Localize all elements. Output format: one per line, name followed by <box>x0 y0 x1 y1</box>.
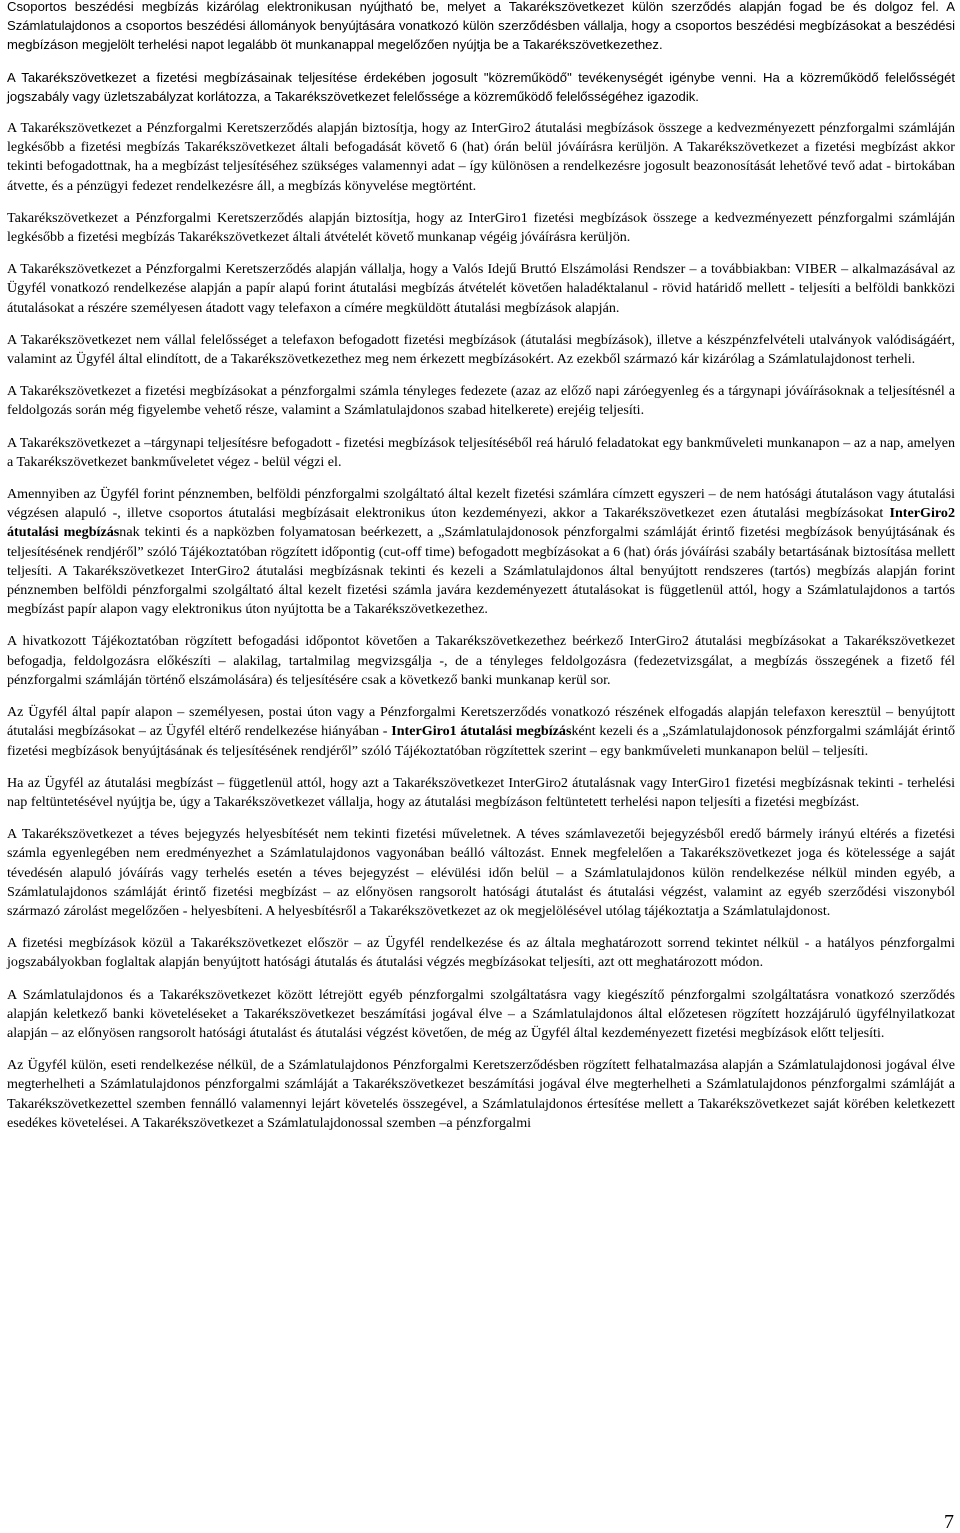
paragraph-p11 <box>7 703 955 761</box>
paragraph-p10 <box>7 632 955 690</box>
text-run: A fizetési megbízások közül a Takarékszövetkezet először – az Ügyfél rendelkezése és az általa meghatározott sorrend tekintet nélkül - a hatályos pénzforgalmi jogszabályokban foglaltak alapján benyújtott hatósági átutalás és átutalási végzés megbízásokat teljesíti, azt ott meghatározott módon. <box>7 935 955 971</box>
paragraph-p4 <box>7 209 955 247</box>
page-number: 7 <box>944 1511 954 1533</box>
document-page <box>7 0 955 1146</box>
paragraph-p5 <box>7 260 955 318</box>
paragraph-p14 <box>7 934 955 972</box>
paragraph-p6 <box>7 331 955 369</box>
text-run: A Takarékszövetkezet a –tárgynapi teljesítésre befogadott - fizetési megbízások teljesítéséből reá háruló feladatokat egy bankműveleti munkanapon – az a nap, amelyen a Takarékszövetkezet bankműveletet végez - belül végzi el. <box>7 434 955 470</box>
text-run: A Takarékszövetkezet a Pénzforgalmi Keretszerződés alapján vállalja, hogy a Valós Idejű Bruttó Elszámolási Rendszer – a továbbiakban: VIBER – alkalmazásával az Ügyfél vonatkozó rendelkezése alapján a papír alapú forint átutalási megbízás átvételét követően haladéktalanul - rövid határidő mellett - teljesíti a belföldi bankközi átutalásokat a részére személyesen átadott vagy telefaxon a címére megküldött átutalási megbízások alapján. <box>7 261 955 316</box>
text-run: Csoportos beszédési megbízás kizárólag elektronikusan nyújtható be, melyet a Takarékszövetkezet külön szerződés alapján fogad be és dolgoz fel. A Számlatulajdonos a csoportos beszédési állományok benyújtására vonatkozó külön szerződésben vállalja, hogy a csoportos beszédési megbízásokat a beszédési megbízáson megjelölt terhelési napot legalább öt munkanappal megelőzően nyújtja be a Takarékszövetkezethez. <box>7 0 955 53</box>
paragraph-p7 <box>7 382 955 420</box>
bold-term: InterGiro2 átutalási megbízás <box>7 505 955 541</box>
paragraph-p8 <box>7 434 955 472</box>
text-run: A Számlatulajdonos és a Takarékszövetkezet között létrejött egyéb pénzforgalmi szolgáltatásra vagy kiegészítő pénzforgalmi szolgáltatásra vonatkozó szerződés alapján keletkező banki követeléseket a Takarékszövetkezet beszámítási jogával élve – a Számlatulajdonos által előzetesen rögzített hozzájáruló ügyfélnyilatkozat alapján – az előnyösen rangsorolt hatósági átutalást és átutalási végzést követően, de még az Ügyfél által kezdeményezett fizetési megbízások előtt teljesíti. <box>7 986 955 1041</box>
text-run: nak tekinti és a napközben folyamatosan beérkezett, a „Számlatulajdonosok pénzforgalmi számláját érintő fizetési megbízások benyújtásának és teljesítésének rendjéről” szóló Tájékoztatóban rögzített időpontig (cut-off time) befogadott megbízásokat a 6 (hat) órás jóváírási szabály betartásának biztosítása mellett teljesíti. A Takarékszövetkezet InterGiro2 átutalási megbízásnak tekinti és kezeli a Számlatulajdonos által benyújtott rendszeres (tartós) megbízás alapján forint pénznemben belföldi pénzforgalmi szolgáltató által kezelt fizetési számla javára kezdeményezett átutalásokat is függetlenül attól, hogy a Számlatulajdonos a tartós megbízást papír alapon vagy elektronikus úton nyújtotta be a Takarékszövetkezethez. <box>7 524 956 618</box>
paragraph-p2 <box>7 68 955 106</box>
text-run: A Takarékszövetkezet a fizetési megbízásainak teljesítése érdekében jogosult "közreműködő" tevékenységét igénybe venni. Ha a közreműködő felelősségét jogszabály vagy üzletszabályzat korlátozza, a Takarékszövetkezet felelőssége a közreműködő felelősségéhez igazodik. <box>7 69 955 104</box>
paragraph-p13 <box>7 825 955 921</box>
text-run: Az Ügyfél külön, eseti rendelkezése nélkül, de a Számlatulajdonos Pénzforgalmi Keretszerződésben rögzített felhatalmazása alapján a Számlatulajdonosi jogával élve megterhelheti a Számlatulajdonos pénzforgalmi számláját a Takarékszövetkezet beszámítási jogával élve megterhelheti a Számlatulajdonos pénzforgalmi számláját a Takarékszövetkezettel szemben fennálló valamennyi lejárt követelés összegével, a Számlatulajdonos értesítése mellett a Takarékszövetkezet saját körében keletkezett esedékes követelései. A Takarékszövetkezet a Számlatulajdonossal szemben –a pénzforgalmi <box>7 1057 955 1131</box>
text-run: A Takarékszövetkezet a Pénzforgalmi Keretszerződés alapján biztosítja, hogy az InterGiro2 átutalási megbízások összege a kedvezményezett pénzforgalmi számláján legkésőbb a fizetési megbízás Takarékszövetkezet általi befogadását követő 6 (hat) órán belül jóváírásra kerüljön. A Takarékszövetkezet a fizetési megbízást akkor tekinti befogadottnak, ha a megbízást teljesítéséhez szükséges valamennyi adat – így különösen a rendelkezésre jogosult beazonosítását lehetővé tevő adat - birtokában átvette, és a pénzügyi fedezet rendelkezésre áll, a megbízás könyvelése megtörtént. <box>7 120 955 194</box>
text-run: A Takarékszövetkezet a fizetési megbízásokat a pénzforgalmi számla tényleges fedezete (azaz az előző napi záróegyenleg és a tárgynapi jóváírásoknak a teljesítésnél a feldolgozás során még figyelembe vehető része, valamint a Számlatulajdonos szabad hitelkerete) erejéig teljesíti. <box>7 383 955 419</box>
text-run: A Takarékszövetkezet a téves bejegyzés helyesbítését nem tekinti fizetési műveletnek. A téves számlavezetői bejegyzésből eredő bármely irányú eltérés a fizetési számla egyenlegében nem eredményezhet a Számlatulajdonos vagyonában beálló változást. Ennek megfelelően a Takarékszövetkezet joga és kötelessége a saját tévedésén alapuló jóváírás vagy terhelés esetén a téves bejegyzést – elévülési időn belül – a Számlatulajdonos külön rendelkezése nélkül minden egyéb, a Számlatulajdonos számláját érintő fizetési megbízást – az előnyösen rangsorolt hatósági átutalást és átutalási végzést, valamint az egyéb szerződési viszonyból származó zárolást megelőzően - helyesbíteni. A helyesbítésről a Takarékszövetkezet az ok megjelölésével utólag tájékoztatja a Számlatulajdonost. <box>7 826 955 919</box>
paragraph-p16 <box>7 1056 955 1133</box>
text-run: A Takarékszövetkezet nem vállal felelősséget a telefaxon befogadott fizetési megbízások (átutalási megbízások), illetve a készpénzfelvételi utalványok valódiságáért, valamint az Ügyfél által elindított, de a Takarékszövetkezethez meg nem érkezett megbízásokért. Az ezekből származó kár kizárólag a Számlatulajdonost terheli. <box>7 331 955 368</box>
text-run: Takarékszövetkezet a Pénzforgalmi Keretszerződés alapján biztosítja, hogy az InterGiro1 fizetési megbízások összege a kedvezményezett pénzforgalmi számláján legkésőbb a fizetési megbízás Takarékszövetkezet általi átvételét követő munkanap végéig jóváírásra kerüljön. <box>7 209 955 246</box>
bold-term: InterGiro1 átutalási megbízás <box>391 723 572 740</box>
text-run: A hivatkozott Tájékoztatóban rögzített befogadási időpontot követően a Takarékszövetkezethez beérkező InterGiro2 átutalási megbízásokat a Takarékszövetkezet befogadja, feldolgozásra előkészíti – alakilag, tartalmilag megvizsgálja -, de a tényleges feldolgozásra (fedezetvizsgálat, a megbízás összegének a fizető fél pénzforgalmi számláján történő elszámolására) és teljesítésére csak a következő banki munkanap kerül sor. <box>7 633 955 688</box>
text-run: Ha az Ügyfél az átutalási megbízást – függetlenül attól, hogy azt a Takarékszövetkezet InterGiro2 átutalásnak vagy InterGiro1 fizetési megbízásnak tekinti - terhelési nap feltüntetésével nyújtja be, úgy a Takarékszövetkezet vállalja, hogy az átutalási megbízáson feltüntetett terhelési napon teljesíti a fizetési megbízást. <box>7 774 955 810</box>
text-run: ként kezeli és a „Számlatulajdonosok pénzforgalmi számláját érintő fizetési megbízások benyújtásának és teljesítésének rendjéről” szóló Tájékoztatóban rögzítettek szerint – egy bankműveleti munkanapon belül – teljesíti. <box>7 723 955 759</box>
paragraph-p9 <box>7 485 955 619</box>
paragraph-p12 <box>7 774 955 812</box>
text-run: Az Ügyfél által papír alapon – személyesen, postai úton vagy a Pénzforgalmi Keretszerződés vonatkozó részének elfogadás alapján telefaxon keresztül – benyújtott átutalási megbízásokat – az Ügyfél eltérő rendelkezése hiányában - <box>7 704 955 740</box>
text-run: Amennyiben az Ügyfél forint pénznemben, belföldi pénzforgalmi szolgáltató által kezelt fizetési számlára címzett egyszeri – de nem hatósági átutaláson vagy átutalási végzésen alapuló -, illetve csoportos átutalási megbízásait elektronikus úton kezdeményezi, akkor a Takarékszövetkezet ezen átutalási megbízásokat <box>7 486 955 522</box>
paragraph-p1 <box>7 0 955 55</box>
paragraph-p15 <box>7 986 955 1044</box>
paragraph-p3 <box>7 119 955 196</box>
